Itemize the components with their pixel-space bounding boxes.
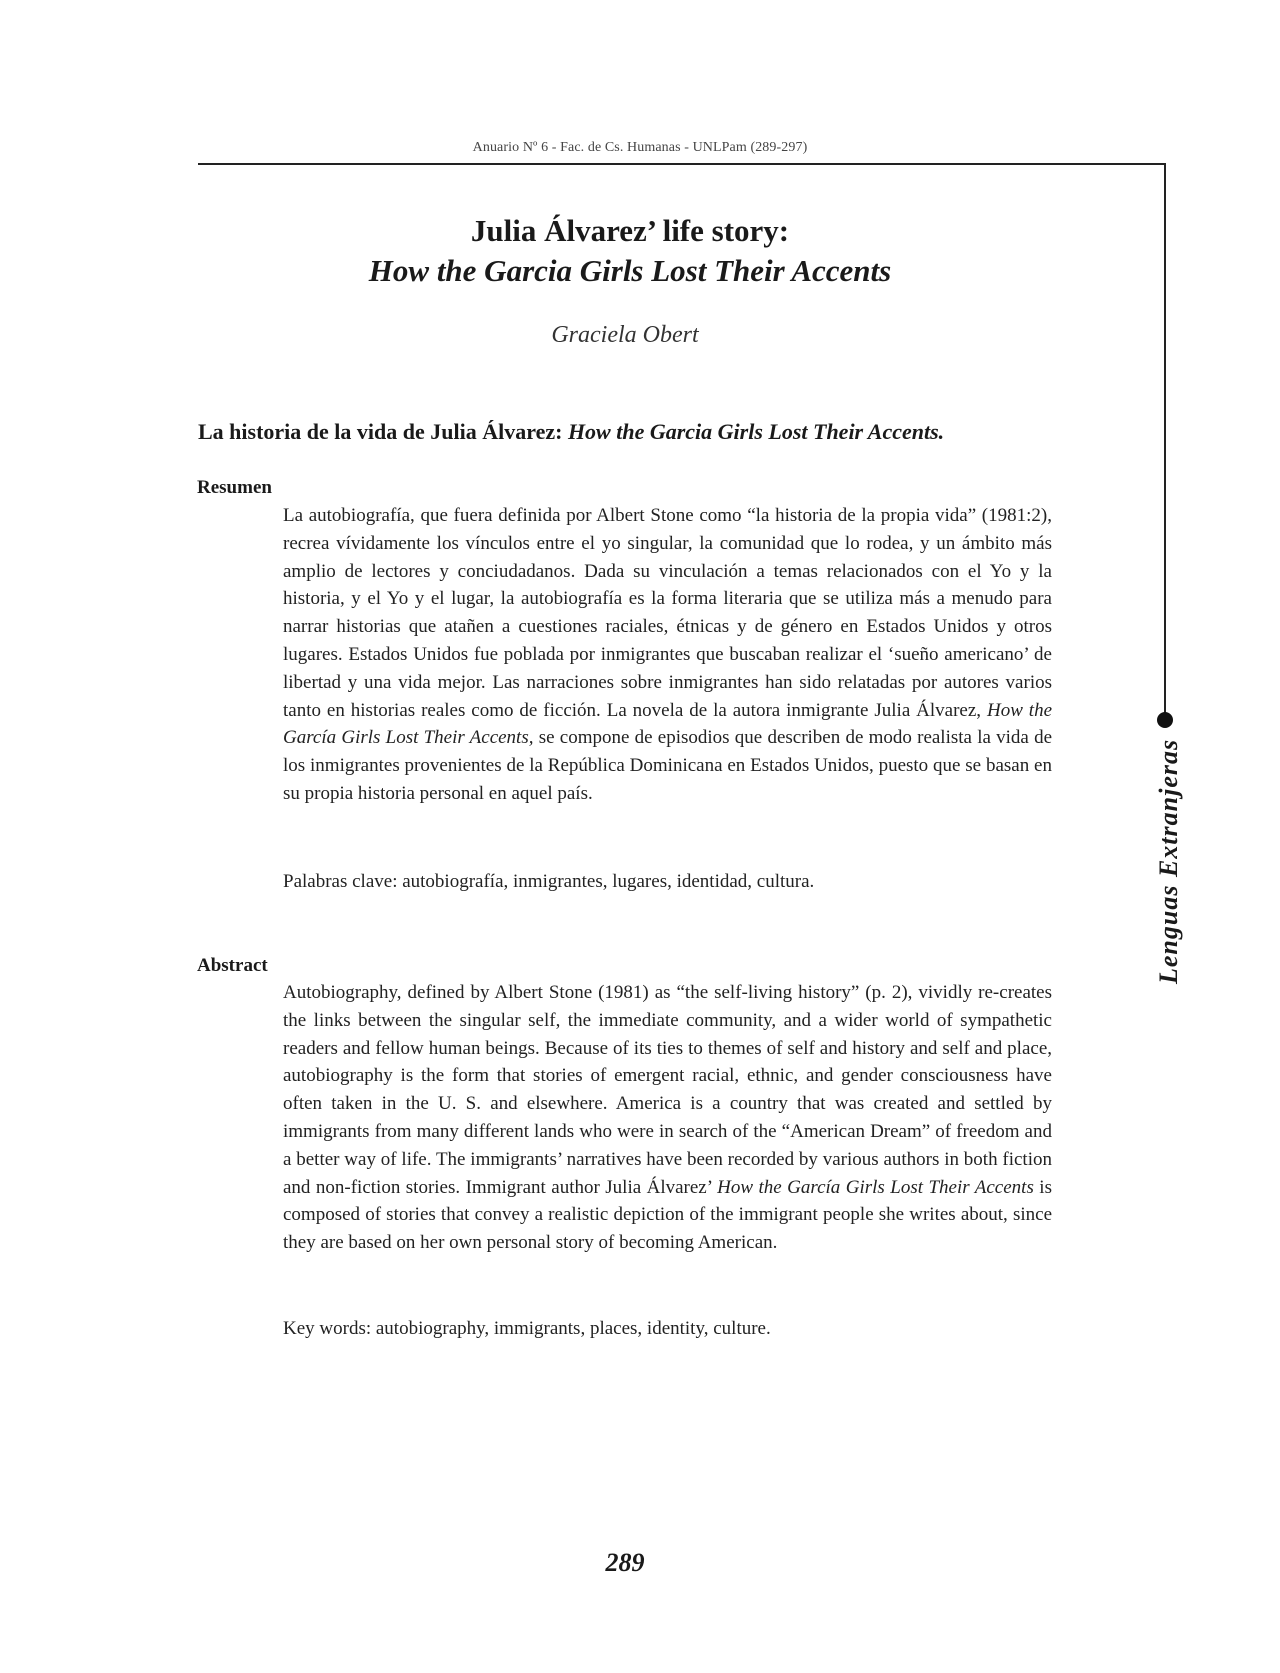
spanish-title-text: La historia de la vida de Julia Álvarez:: [198, 419, 568, 444]
resumen-body: [283, 502, 1052, 808]
page-number: 289: [605, 1548, 645, 1577]
spanish-title-book: How the Garcia Girls Lost Their Accents.: [567, 419, 945, 444]
author-name: Graciela Obert: [551, 322, 699, 348]
resumen-heading: Resumen: [197, 477, 272, 498]
abstract-heading: Abstract: [197, 955, 268, 976]
resumen-text: La autobiografía, que fuera definida por Albert Stone como “la historia de la propia vida” (1981:2), recrea vívidamente los vínculos entre el yo singular, la comunidad que lo rodea, y un ámbito más amplio de lectores y conciudadanos. Dada su vinculación a temas relacionados con el Yo y la historia, y el Yo y el lugar, la autobiografía es la forma literaria que se utiliza más a menudo para narrar historias que atañen a cuestiones raciales, étnicas y de género en Estados Unidos y otros lugares. Estados Unidos fue poblada por inmigrantes que buscaban realizar el ‘sueño americano’ de libertad y una vida mejor. Las narraciones sobre inmigrantes han sido relatadas por autores varios tanto en historias reales como de ficción. La novela de la autora inmigrante Julia Álvarez,: [283, 505, 1052, 721]
abstract-book-title: How the García Girls Lost Their Accents: [717, 1176, 1034, 1198]
section-label: Lenguas Extranjeras: [1154, 738, 1183, 984]
article-title: Julia Álvarez’ life story:: [470, 213, 790, 248]
header-rule: [198, 163, 1166, 165]
abstract-text-end: is composed of stories that convey a realistic depiction of the immigrant people she writes about, since they are based on her own personal story of becoming American.: [283, 1176, 1052, 1254]
abstract-text: Autobiography, defined by Albert Stone (1981) as “the self-living history” (p. 2), vividly re-creates the links between the singular self, the immediate community, and a wider world of sympathetic readers and fellow human beings. Because of its ties to themes of self and history and self and place, autobiography is the form that stories of emergent racial, ethnic, and gender consciousness have often taken in the U. S. and elsewhere. America is a country that was created and settled by immigrants from many different lands who were in search of the “American Dream” of freedom and a better way of life. The immigrants’ narratives have been recorded by various authors in both fiction and non-fiction stories. Immigrant author Julia Álvarez’: [283, 982, 1052, 1198]
running-head: Anuario Nº 6 - Fac. de Cs. Humanas - UNLPam (289-297): [472, 140, 808, 155]
resumen-keywords: Palabras clave: autobiografía, inmigrantes, lugares, identidad, cultura.: [283, 871, 815, 892]
article-title-book: How the Garcia Girls Lost Their Accents: [368, 253, 892, 288]
resumen-text-end: se compone de episodios que describen de modo realista la vida de los inmigrantes provenientes de la República Dominicana en Estados Unidos, puesto que se basan en su propia historia personal en aquel país.: [283, 727, 1052, 804]
resumen-book-title: How the García Girls Lost Their Accents,: [283, 699, 1052, 749]
spanish-title: [198, 419, 944, 445]
abstract-body: [283, 979, 1052, 1257]
abstract-keywords: Key words: autobiography, immigrants, places, identity, culture.: [283, 1318, 771, 1339]
section-bullet-icon: [1157, 712, 1173, 728]
